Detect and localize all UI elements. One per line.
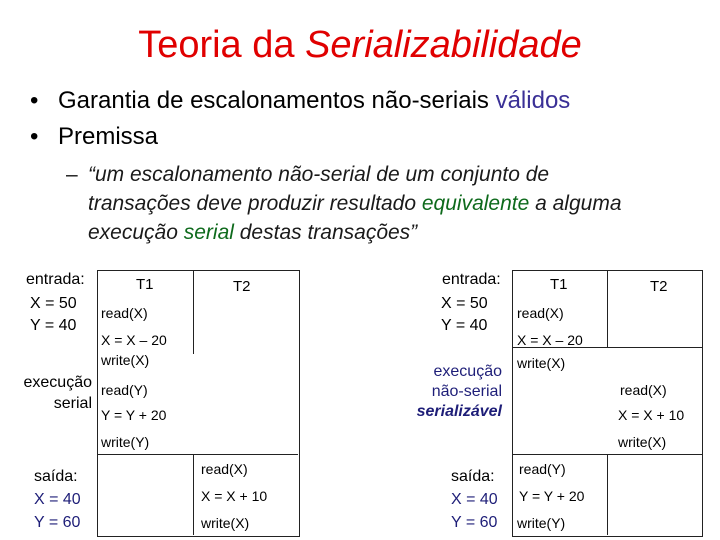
quote-serial: serial — [183, 221, 234, 244]
bullet-2 — [30, 122, 158, 152]
left-t1-op: write(Y) — [101, 434, 150, 450]
right-header-t1: T1 — [550, 276, 568, 293]
left-column-divider-top — [193, 270, 194, 354]
right-header-t2: T2 — [650, 278, 668, 295]
quote-equivalente: equivalente — [421, 192, 530, 215]
left-x-out: X = 40 — [34, 491, 81, 508]
left-header-t2: T2 — [233, 278, 251, 295]
right-t1-op: write(X) — [517, 355, 566, 371]
right-entrada-label: entrada: — [442, 271, 501, 288]
right-x-in: X = 50 — [441, 295, 488, 312]
bullet-dot: • — [30, 123, 39, 150]
right-t2-op: read(X) — [620, 382, 667, 398]
slide-title — [0, 22, 720, 68]
bullet-1-highlight: válidos — [495, 87, 571, 114]
right-t1-op: Y = Y + 20 — [519, 488, 585, 504]
quote-line-1: “um escalonamento não-serial de um conjunto de — [88, 163, 550, 186]
right-t1-op: read(Y) — [519, 461, 566, 477]
left-t1-op: write(X) — [101, 352, 150, 368]
left-t2-op: write(X) — [201, 515, 250, 531]
left-row-divider — [97, 454, 298, 455]
left-saida-label: saída: — [34, 468, 78, 485]
quote-line-3a: execução — [88, 221, 184, 244]
quote-line-3c: destas transações” — [233, 221, 418, 244]
left-t1-op: X = X – 20 — [101, 332, 167, 348]
quote-line-2a: transações deve produzir resultado — [88, 192, 422, 215]
left-t2-op: X = X + 10 — [201, 488, 268, 504]
left-y-out: Y = 60 — [34, 514, 81, 531]
left-y-in: Y = 40 — [30, 317, 77, 334]
right-saida-label: saída: — [451, 468, 495, 485]
right-t1-op: read(X) — [517, 305, 564, 321]
right-x-out: X = 40 — [451, 491, 498, 508]
right-t2-op: write(X) — [618, 434, 667, 450]
quote-line-2 — [88, 189, 718, 218]
bullet-1-text: Garantia de escalonamentos não-seriais — [58, 87, 496, 114]
left-entrada-label: entrada: — [26, 271, 85, 288]
title-italic: Serializabilidade — [305, 24, 582, 66]
right-t1-op: X = X – 20 — [517, 332, 583, 348]
bullet-1 — [30, 86, 570, 116]
right-exec-line-2: não-serial — [431, 383, 502, 400]
right-t2-op: X = X + 10 — [618, 407, 685, 423]
bullet-2-text: Premissa — [58, 123, 159, 150]
left-exec-line-2: serial — [53, 395, 92, 412]
left-column-divider-bottom — [193, 454, 194, 535]
quote-line-3 — [88, 218, 718, 247]
bullet-dot: • — [30, 87, 39, 114]
left-t1-op: Y = Y + 20 — [101, 407, 167, 423]
right-t1-op: write(Y) — [517, 515, 566, 531]
right-exec-line-3: serializável — [416, 403, 502, 420]
quote-line-2c: a alguma — [529, 192, 622, 215]
right-column-divider-bottom — [607, 454, 608, 535]
right-column-divider-top — [607, 270, 608, 347]
quote-dash: – — [66, 163, 78, 186]
left-t1-op: read(X) — [101, 305, 148, 321]
right-y-in: Y = 40 — [441, 317, 488, 334]
left-t2-op: read(X) — [201, 461, 248, 477]
title-plain: Teoria da — [138, 24, 306, 66]
left-exec-line-1: execução — [23, 374, 92, 391]
left-x-in: X = 50 — [30, 295, 77, 312]
right-exec-line-1: execução — [433, 363, 502, 380]
right-y-out: Y = 60 — [451, 514, 498, 531]
left-header-t1: T1 — [136, 276, 154, 293]
left-t1-op: read(Y) — [101, 382, 148, 398]
